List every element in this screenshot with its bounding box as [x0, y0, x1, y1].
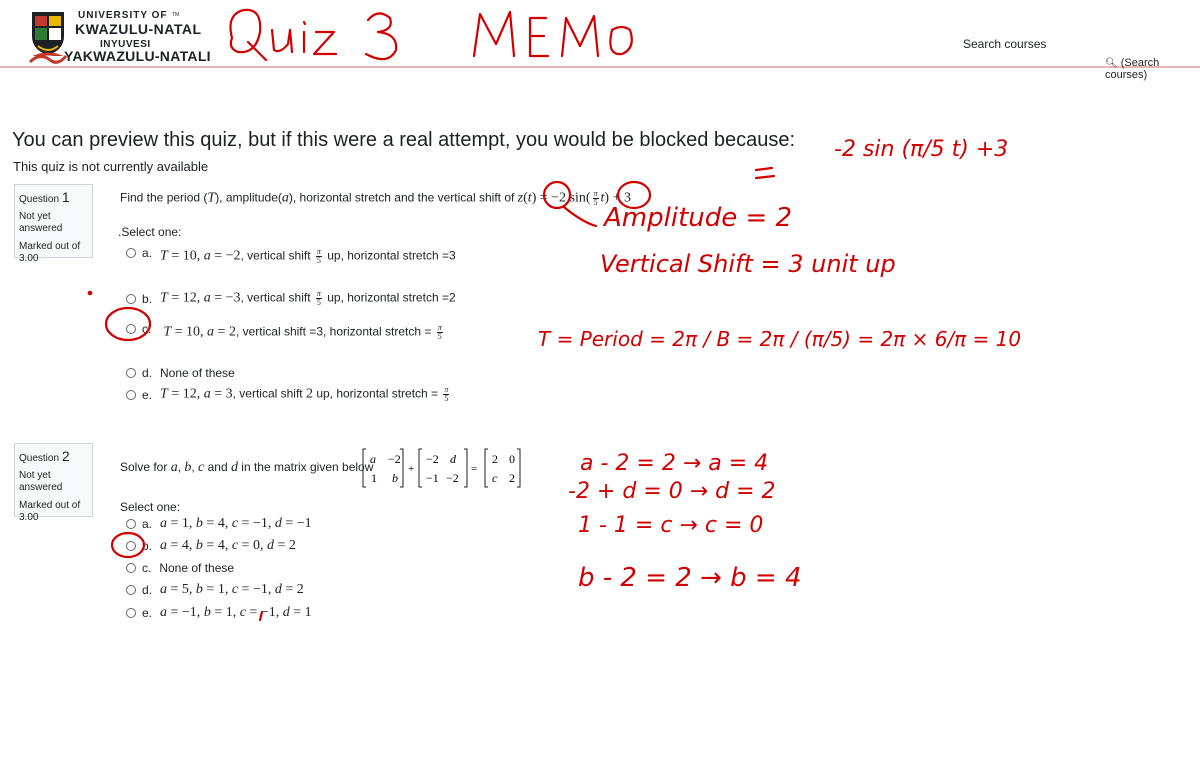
q1-option-b[interactable]: b. T = 12, a = −3, vertical shift $\frac{\pi}{5}$ up, horizontal stretch =2 [126, 290, 456, 307]
radio-button[interactable] [126, 248, 136, 258]
q1-option-e[interactable]: e. T = 12, a = 3, vertical shift 2 up, horizontal stretch = $\frac{\pi}{5}$ [126, 386, 451, 403]
svg-text:1: 1 [371, 471, 377, 485]
preview-heading: You can preview this quiz, but if this were a real attempt, you would be blocked because: [12, 129, 796, 151]
select-one-label: .Select one: [118, 225, 182, 239]
university-name-line4: YAKWAZULU-NATALI [64, 48, 211, 64]
search-courses-link[interactable]: Search courses [963, 37, 1047, 51]
radio-button[interactable] [126, 541, 136, 551]
question-state: Not yet answered [19, 211, 63, 234]
svg-text:=: = [471, 463, 478, 475]
university-name-line2: KWAZULU-NATAL [75, 21, 202, 37]
university-name-line1: UNIVERSITY OF [78, 10, 168, 21]
question-1-info [14, 184, 93, 264]
search-icon: 🔍︎ [1105, 58, 1118, 69]
hw-eq-b: b - 2 = 2 → b = 4 [578, 563, 802, 593]
radio-button[interactable] [126, 324, 136, 334]
radio-button[interactable] [126, 519, 136, 529]
hw-eq-c: 1 - 1 = c → c = 0 [578, 513, 764, 538]
svg-text:a: a [370, 452, 376, 466]
svg-text:b: b [392, 471, 398, 485]
radio-button[interactable] [126, 608, 136, 618]
search-courses-button[interactable] [1105, 57, 1200, 81]
hw-vertical-shift: Vertical Shift = 3 unit up [600, 250, 896, 278]
q1-option-d[interactable]: d. None of these [126, 366, 235, 380]
radio-button[interactable] [126, 294, 136, 304]
question-state: Not yet answered [19, 470, 63, 493]
q2-option-e[interactable]: e. a = −1, b = 1, c = −1, d = 1 [126, 605, 312, 621]
preview-reason: This quiz is not currently available [13, 159, 209, 174]
memo-title-handwriting [231, 10, 632, 60]
hw-amplitude: Amplitude = 2 [604, 203, 793, 233]
svg-text:2: 2 [509, 471, 515, 485]
svg-text:−2: −2 [446, 471, 459, 485]
svg-text:d: d [450, 452, 456, 466]
question-2-prompt: Solve for a, b, c and d in the matrix given below [120, 460, 374, 475]
question-number: Question 2 [19, 448, 70, 464]
question-grade: Marked out of 3.00 [19, 500, 81, 523]
q2-option-a[interactable]: a. a = 1, b = 4, c = −1, d = −1 [126, 516, 312, 532]
q1-option-a[interactable]: a. T = 10, a = −2, vertical shift $\frac{\pi}{5}$ up, horizontal stretch =3 [126, 244, 456, 261]
radio-button[interactable] [126, 368, 136, 378]
hw-eq-d: -2 + d = 0 → d = 2 [568, 479, 776, 504]
search-button-label: (Search courses) [1105, 57, 1160, 81]
svg-text:+: + [408, 463, 415, 475]
select-one-label: Select one: [120, 500, 181, 514]
svg-text:−2: −2 [388, 452, 401, 466]
q2-option-c[interactable]: c. None of these [126, 561, 234, 575]
svg-text:2: 2 [492, 452, 498, 466]
hw-eq-a: a - 2 = 2 → a = 4 [580, 451, 769, 476]
hw-period: T = Period = 2π / B = 2π / (π/5) = 2π × 6/π = 10 [538, 327, 1022, 351]
question-grade: Marked out of 3.00 [19, 241, 81, 264]
svg-text:−1: −1 [426, 471, 439, 485]
svg-text:c: c [492, 471, 498, 485]
svg-text:0: 0 [509, 452, 515, 466]
trademark: TM [172, 12, 180, 18]
university-logo-icon [28, 8, 68, 56]
radio-button[interactable] [126, 390, 136, 400]
logo-swoosh-icon [28, 52, 68, 66]
header-divider [0, 66, 1200, 68]
radio-button[interactable] [126, 563, 136, 573]
q1-option-c[interactable]: c. T = 10, a = 2, vertical shift =3, horizontal stretch = $\frac{\pi}{5}$ [126, 320, 445, 337]
question-number: Question 1 [19, 189, 70, 205]
university-name-line3: INYUVESI [100, 39, 151, 50]
radio-button[interactable] [126, 585, 136, 595]
q2-option-d[interactable]: d. a = 5, b = 1, c = −1, d = 2 [126, 582, 304, 598]
svg-text:−2: −2 [426, 452, 439, 466]
option-text: None of these [159, 561, 235, 575]
hw-function: -2 sin (π/5 t) +3 [834, 137, 1009, 162]
question-1-prompt: Find the period (T), amplitude(a), horizontal stretch and the vertical shift of z(t) = −2 sin( $\frac{\pi}{5}$ t) + 3 [120, 189, 631, 207]
q2-option-b[interactable]: b. a = 4, b = 4, c = 0, d = 2 [126, 538, 296, 554]
question-2-info [14, 443, 93, 523]
matrix-equation [362, 446, 562, 490]
option-text: None of these [160, 366, 235, 380]
